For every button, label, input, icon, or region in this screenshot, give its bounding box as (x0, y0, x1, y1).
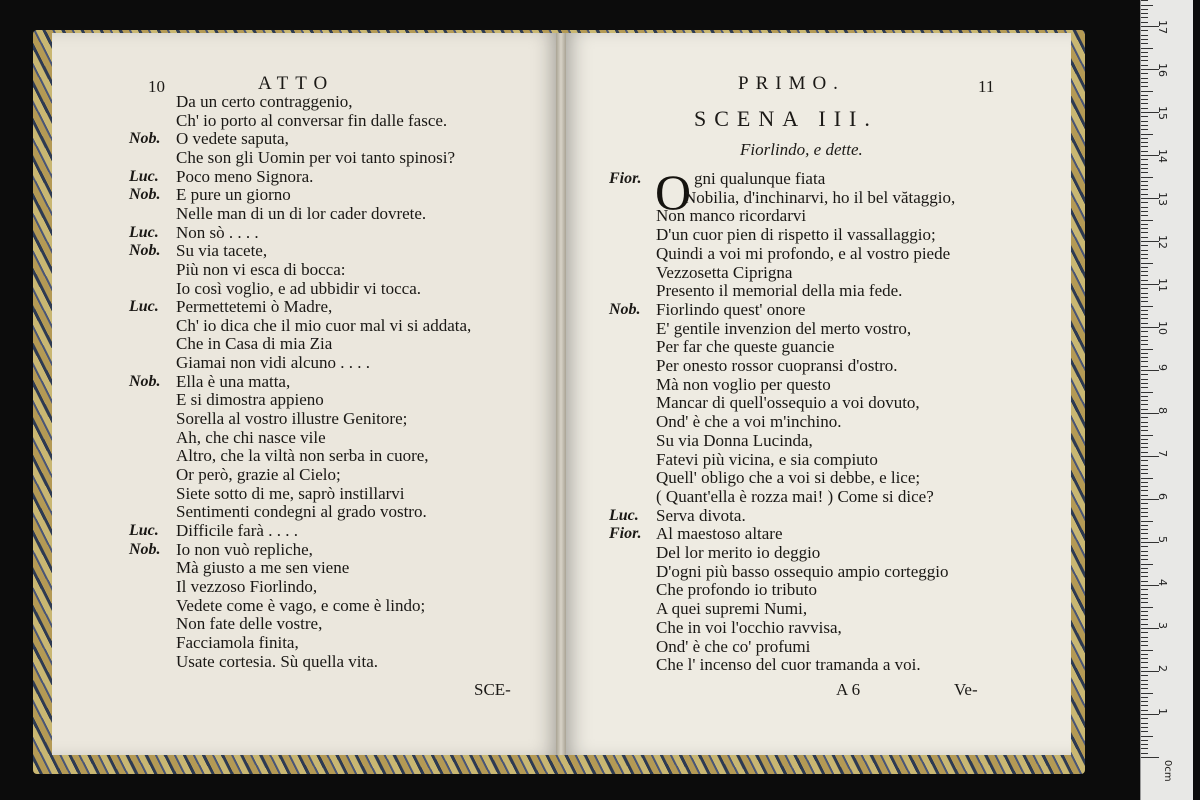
measuring-ruler (1140, 0, 1193, 800)
ruler-tick (1141, 645, 1148, 646)
ruler-tick (1141, 439, 1148, 440)
ruler-tick (1141, 275, 1148, 276)
speaker-label: Luc. (129, 167, 159, 185)
ruler-tick (1141, 546, 1148, 547)
verse-line: Da un certo contraggenio, (176, 92, 353, 111)
ruler-number: 16 (1156, 63, 1169, 77)
ruler-tick (1141, 435, 1153, 436)
ruler-tick (1141, 460, 1148, 461)
verse-line: Sentimenti condegni al grado vostro. (176, 502, 427, 522)
ruler-tick (1141, 538, 1148, 539)
ruler-tick (1141, 512, 1148, 513)
ruler-tick (1141, 430, 1148, 431)
speaker-label: Luc. (129, 521, 159, 539)
ruler-tick (1141, 17, 1148, 18)
verse-line: Più non vi esca di bocca: (176, 259, 346, 279)
ruler-tick (1141, 189, 1148, 190)
ruler-tick (1141, 237, 1148, 238)
verse-line: Vedete come è vago, e come è lindo; (176, 595, 426, 615)
verse-line: Che son gli Uomin per voi tanto spinosi? (176, 147, 456, 167)
ruler-tick (1141, 103, 1148, 104)
verse-line: Ond' è che co' profumi (656, 636, 811, 656)
ruler-tick (1141, 293, 1148, 294)
ruler-tick (1141, 9, 1148, 10)
ruler-tick (1141, 138, 1148, 139)
ruler-tick (1141, 99, 1148, 100)
verse-line: Or però, grazie al Cielo; (176, 465, 341, 484)
ruler-tick (1141, 705, 1148, 706)
ruler-tick (1141, 632, 1148, 633)
ruler-tick (1141, 379, 1148, 380)
verse-line: Che profondo io tributo (656, 580, 818, 600)
ruler-tick (1141, 723, 1148, 724)
ruler-tick (1141, 353, 1148, 354)
ruler-number: 17 (1156, 20, 1169, 34)
ruler-number: 12 (1156, 235, 1169, 249)
ruler-tick (1141, 447, 1148, 448)
ruler-tick (1141, 624, 1148, 625)
ruler-tick (1141, 555, 1148, 556)
verse-line: Sorella al vostro illustre Genitore; (176, 409, 408, 429)
right-running-header: PRIMO. (738, 73, 845, 94)
ruler-tick (1141, 310, 1148, 311)
ruler-tick (1141, 611, 1148, 612)
ruler-tick (1141, 564, 1153, 565)
verse-line: Del lor merito io deggio (656, 543, 821, 562)
verse-line: Su via tacete, (176, 241, 268, 261)
ruler-tick (1141, 82, 1148, 83)
ruler-tick (1141, 473, 1148, 474)
ruler-tick (1141, 572, 1148, 573)
verse-line: Mancar di quell'ossequio a voi dovuto, (656, 393, 920, 413)
ruler-tick (1141, 185, 1148, 186)
verse-line: Nelle man di un di lor cader dovrete. (176, 203, 427, 223)
ruler-tick (1141, 35, 1148, 36)
ruler-tick (1141, 220, 1153, 221)
verse-line: Io non vuò repliche, (176, 539, 313, 559)
verse-line: D'un cuor pien di rispetto il vassallaggio; (656, 225, 936, 245)
ruler-tick (1141, 718, 1148, 719)
ruler-number: 5 (1156, 536, 1169, 543)
ruler-tick (1141, 151, 1148, 152)
verse-line: Mà giusto a me sen viene (176, 558, 350, 578)
ruler-tick (1141, 508, 1148, 509)
book-gutter (556, 33, 566, 755)
ruler-tick (1141, 134, 1153, 135)
ruler-tick (1141, 594, 1148, 595)
verse-line: Difficile farà . . . . (176, 520, 298, 540)
ruler-tick (1141, 658, 1148, 659)
speaker-label: Luc. (129, 298, 159, 316)
speaker-label: Luc. (609, 506, 639, 524)
ruler-unit-label: 0cm (1162, 760, 1173, 782)
ruler-tick (1141, 52, 1148, 53)
ruler-number: 15 (1156, 106, 1169, 120)
ruler-tick (1141, 232, 1148, 233)
ruler-tick (1141, 0, 1148, 1)
ruler-tick (1141, 757, 1159, 758)
verse-line: Fatevi più vicina, e sia compiuto (656, 449, 878, 469)
speaker-label: Nob. (609, 300, 641, 318)
ruler-tick (1141, 336, 1148, 337)
ruler-tick (1141, 680, 1148, 681)
ruler-tick (1141, 417, 1148, 418)
verse-line: Il vezzoso Fiorlindo, (176, 576, 318, 596)
ruler-tick (1141, 744, 1148, 745)
ruler-tick (1141, 323, 1148, 324)
ruler-tick (1141, 478, 1153, 479)
ruler-tick (1141, 667, 1148, 668)
ruler-tick (1141, 168, 1148, 169)
verse-line: Io così voglio, e ad ubbidir vi tocca. (176, 278, 422, 298)
verse-line: Che l' incenso del cuor tramanda a voi. (656, 655, 921, 675)
ruler-tick (1141, 469, 1148, 470)
ruler-tick (1141, 641, 1148, 642)
ruler-tick (1141, 486, 1148, 487)
verse-line: Quell' obligo che a voi si debbe, e lice; (656, 468, 921, 488)
speaker-label: Fior. (609, 170, 642, 187)
verse-line: Permettetemi ò Madre, (176, 297, 333, 317)
ruler-tick (1141, 13, 1148, 14)
ruler-tick (1141, 224, 1148, 225)
ruler-tick (1141, 727, 1148, 728)
verse-line: E si dimostra appieno (176, 390, 324, 410)
verse-line: O vedete saputa, (176, 129, 289, 149)
ruler-tick (1141, 568, 1148, 569)
speaker-label: Fior. (609, 525, 642, 543)
ruler-tick (1141, 86, 1148, 87)
ruler-tick (1141, 340, 1148, 341)
ruler-tick (1141, 142, 1148, 143)
ruler-tick (1141, 559, 1148, 560)
ruler-number: 13 (1156, 192, 1169, 206)
ruler-tick (1141, 30, 1148, 31)
verse-line: D'ogni più basso ossequio ampio corteggio (656, 561, 949, 581)
verse-line: Non manco ricordarvi (656, 206, 807, 226)
ruler-tick (1141, 267, 1148, 268)
ruler-tick (1141, 95, 1148, 96)
ruler-tick (1141, 301, 1148, 302)
ruler-tick (1141, 637, 1148, 638)
ruler-tick (1141, 374, 1148, 375)
ruler-tick (1141, 194, 1148, 195)
ruler-number: 8 (1156, 407, 1169, 414)
verse-line: Siete sotto di me, saprò instillarvi (176, 483, 405, 503)
ruler-tick (1141, 172, 1148, 173)
verse-line: Usate cortesia. Sù quella vita. (176, 651, 379, 671)
ruler-tick (1141, 65, 1148, 66)
verse-line: Ch' io porto al conversar fin dalle fasce. (176, 110, 448, 130)
ruler-tick (1141, 710, 1148, 711)
ruler-tick (1141, 215, 1148, 216)
ruler-tick (1141, 254, 1148, 255)
ruler-number: 2 (1156, 665, 1169, 672)
ruler-tick (1141, 503, 1148, 504)
ruler-tick (1141, 753, 1148, 754)
verse-line: Quindi a voi mi profondo, e al vostro piede (656, 243, 951, 263)
ruler-tick (1141, 280, 1148, 281)
ruler-tick (1141, 521, 1153, 522)
ruler-tick (1141, 465, 1148, 466)
verse-line: Presento il memorial della mia fede. (656, 281, 903, 301)
ruler-tick (1141, 736, 1153, 737)
ruler-tick (1141, 452, 1148, 453)
ruler-tick (1141, 693, 1153, 694)
verse-line: Non sò . . . . (176, 222, 259, 242)
ruler-number: 14 (1156, 149, 1169, 163)
left-running-header: ATTO (258, 73, 335, 94)
ruler-tick (1141, 297, 1148, 298)
verse-line: ( Quant'ella è rozza mai! ) Come si dice? (656, 486, 934, 506)
ruler-tick (1141, 602, 1148, 603)
ruler-tick (1141, 576, 1148, 577)
verse-line: Altro, che la viltà non serba in cuore, (176, 446, 429, 466)
ruler-tick (1141, 250, 1148, 251)
verse-line: Ah, che chi nasce vile (176, 427, 326, 447)
verse-line: Per far che queste guancie (656, 337, 835, 357)
ruler-tick (1141, 91, 1153, 92)
left-page-number: 10 (148, 77, 165, 96)
ruler-tick (1141, 211, 1148, 212)
ruler-tick (1141, 409, 1148, 410)
ruler-tick (1141, 422, 1148, 423)
ruler-tick (1141, 164, 1148, 165)
ruler-tick (1141, 482, 1148, 483)
ruler-tick (1141, 39, 1148, 40)
ruler-tick (1141, 529, 1148, 530)
ruler-tick (1141, 22, 1148, 23)
ruler-tick (1141, 516, 1148, 517)
verse-line: Mà non voglio per questo (656, 374, 831, 394)
ruler-tick (1141, 731, 1148, 732)
ruler-tick (1141, 697, 1148, 698)
ruler-tick (1141, 48, 1153, 49)
ruler-tick (1141, 361, 1148, 362)
verse-line: Facciamola finita, (176, 632, 299, 652)
ruler-tick (1141, 245, 1148, 246)
ruler-tick (1141, 177, 1153, 178)
ruler-tick (1141, 43, 1148, 44)
verse-line: gni qualunque fiata (694, 169, 826, 188)
ruler-tick (1141, 675, 1148, 676)
scene-title: SCENA III. (694, 106, 878, 131)
ruler-tick (1141, 73, 1148, 74)
ruler-number: 11 (1156, 278, 1169, 292)
verse-line: Ella è una matta, (176, 371, 291, 391)
verse-line: Serva divota. (656, 505, 746, 525)
ruler-tick (1141, 314, 1148, 315)
ruler-tick (1141, 748, 1148, 749)
ruler-number: 9 (1156, 364, 1169, 371)
ruler-tick (1141, 551, 1148, 552)
ruler-number: 1 (1156, 708, 1169, 715)
verse-line: E pure un giorno (176, 185, 291, 205)
ruler-tick (1141, 387, 1148, 388)
ruler-tick (1141, 490, 1148, 491)
scene-cast: Fiorlindo, e dette. (740, 140, 863, 159)
ruler-tick (1141, 400, 1148, 401)
speaker-label: Nob. (129, 186, 161, 204)
right-page-number: 11 (978, 77, 995, 96)
ruler-tick (1141, 181, 1148, 182)
verse-line: Ch' io dica che il mio cuor mal vi si addata, (176, 315, 472, 335)
ruler-tick (1141, 60, 1148, 61)
verse-line: Vezzosetta Ciprigna (656, 262, 793, 282)
ruler-tick (1141, 383, 1148, 384)
ruler-tick (1141, 5, 1153, 6)
ruler-tick (1141, 684, 1148, 685)
speaker-label: Nob. (129, 242, 161, 260)
ruler-number: 10 (1156, 321, 1169, 335)
speaker-label: Nob. (129, 130, 161, 148)
ruler-tick (1141, 78, 1148, 79)
ruler-tick (1141, 426, 1148, 427)
drop-cap: O (655, 164, 692, 220)
ruler-tick (1141, 701, 1148, 702)
verse-line: Che in Casa di mia Zia (176, 334, 333, 354)
verse-line: E' gentile invenzion del merto vostro, (656, 318, 912, 338)
verse-line: Fiorlindo quest' onore (656, 299, 806, 319)
ruler-tick (1141, 495, 1148, 496)
verse-line: Ond' è che a voi m'inchino. (656, 412, 842, 432)
ruler-tick (1141, 654, 1148, 655)
verse-line: Che in voi l'occhio ravvisa, (656, 617, 842, 637)
ruler-tick (1141, 125, 1148, 126)
ruler-tick (1141, 404, 1148, 405)
ruler-tick (1141, 533, 1148, 534)
ruler-tick (1141, 202, 1148, 203)
verse-line: A quei supremi Numi, (656, 599, 808, 619)
ruler-tick (1141, 344, 1148, 345)
ruler-number: 3 (1156, 622, 1169, 629)
verse-line: Su via Donna Lucinda, (656, 430, 813, 450)
ruler-tick (1141, 357, 1148, 358)
ruler-tick (1141, 263, 1153, 264)
ruler-tick (1141, 271, 1148, 272)
speaker-label: Luc. (129, 223, 159, 241)
ruler-number: 4 (1156, 579, 1169, 586)
signature-mark: A 6 (836, 680, 861, 699)
ruler-tick (1141, 619, 1148, 620)
ruler-tick (1141, 146, 1148, 147)
ruler-tick (1141, 159, 1148, 160)
ruler-tick (1141, 650, 1153, 651)
ruler-tick (1141, 589, 1148, 590)
ruler-tick (1141, 288, 1148, 289)
right-catchword: Ve- (954, 680, 978, 699)
ruler-tick (1141, 525, 1148, 526)
ruler-tick (1141, 366, 1148, 367)
ruler-tick (1141, 607, 1153, 608)
left-catchword: SCE- (474, 680, 511, 699)
ruler-number: 7 (1156, 450, 1169, 457)
ruler-tick (1141, 306, 1153, 307)
verse-line: Non fate delle vostre, (176, 614, 323, 634)
ruler-tick (1141, 116, 1148, 117)
verse-line: Al maestoso altare (656, 524, 783, 544)
ruler-tick (1141, 662, 1148, 663)
ruler-tick (1141, 331, 1148, 332)
speaker-label: Nob. (129, 372, 161, 390)
ruler-tick (1141, 207, 1148, 208)
speaker-label: Nob. (129, 540, 161, 558)
ruler-tick (1141, 129, 1148, 130)
ruler-tick (1141, 392, 1153, 393)
ruler-tick (1141, 443, 1148, 444)
ruler-tick (1141, 396, 1148, 397)
verse-line: Nobilia, d'inchinarvi, ho il bel vătaggio, (684, 187, 956, 207)
ruler-tick (1141, 598, 1148, 599)
ruler-tick (1141, 688, 1148, 689)
ruler-tick (1141, 349, 1153, 350)
ruler-tick (1141, 318, 1148, 319)
ruler-tick (1141, 615, 1148, 616)
ruler-tick (1141, 740, 1148, 741)
verse-line: Giamai non vidi alcuno . . . . (176, 353, 371, 373)
ruler-tick (1141, 258, 1148, 259)
ruler-tick (1141, 228, 1148, 229)
ruler-tick (1141, 121, 1148, 122)
ruler-tick (1141, 56, 1148, 57)
verse-line: Poco meno Signora. (176, 166, 314, 186)
ruler-number: 6 (1156, 493, 1169, 500)
verse-line: Per onesto rossor cuopransi d'ostro. (656, 356, 898, 375)
ruler-tick (1141, 581, 1148, 582)
ruler-tick (1141, 108, 1148, 109)
